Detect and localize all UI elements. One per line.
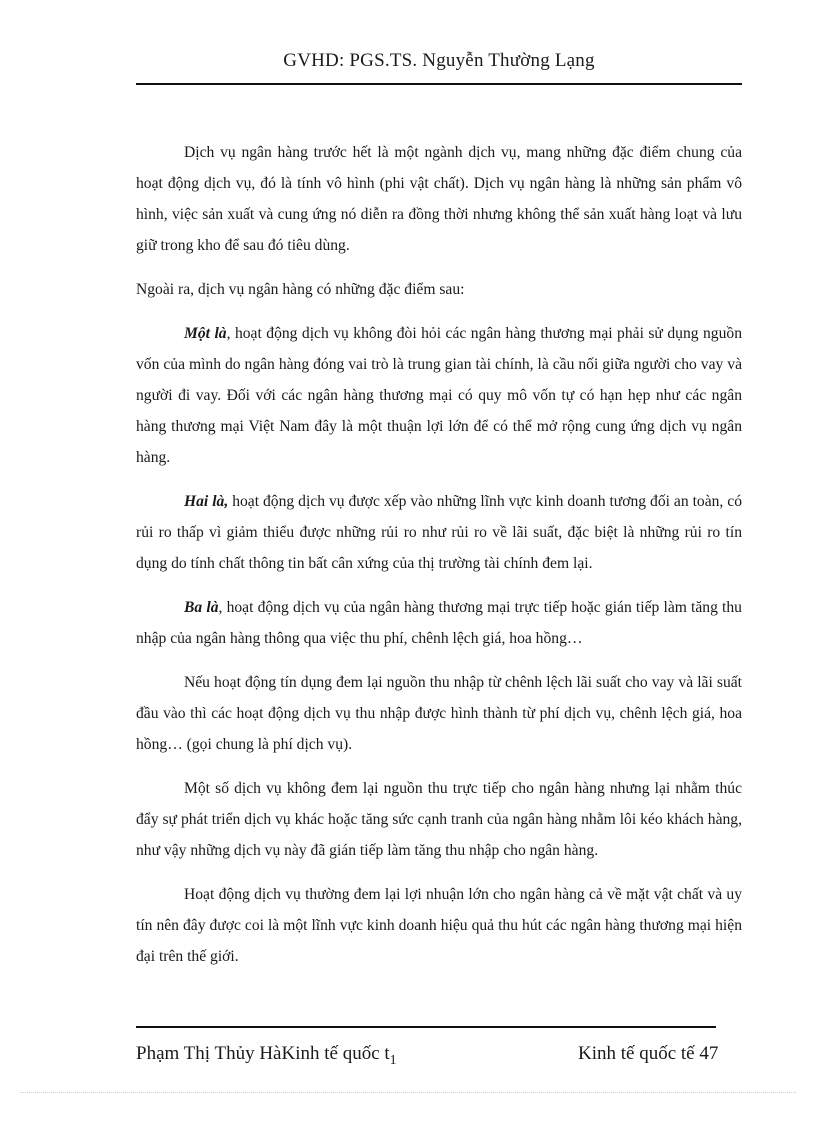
- document-body: [136, 137, 742, 985]
- footer-author: [136, 1043, 397, 1069]
- paragraph-2: Ngoài ra, dịch vụ ngân hàng có những đặc điểm sau:: [136, 281, 465, 298]
- paragraph-5: [136, 592, 742, 654]
- paragraph-1: Dịch vụ ngân hàng trước hết là một ngành dịch vụ, mang những đặc điểm chung của hoạt động dịch vụ, đó là tính vô hình (phi vật chất). Dịch vụ ngân hàng là những sản phẩm vô hình, việc sản xuất và cung ứng nó diễn ra đồng thời nhưng không thể sản xuất hàng loạt và lưu giữ trong kho để sau đó tiêu dùng.: [136, 144, 742, 254]
- paragraph-4-lead: Hai là,: [184, 493, 229, 510]
- paragraph-3-lead: Một là: [184, 325, 227, 342]
- paragraph-3-text: , hoạt động dịch vụ không đòi hỏi các ngân hàng thương mại phải sử dụng nguồn vốn của mình do ngân hàng đóng vai trò là trung gian tài chính, là cầu nối giữa người cho vay và người đi vay. Đối với các ngân hàng thương mại có quy mô vốn tự có hạn hẹp như các ngân hàng thương mại Việt Nam đây là một thuận lợi lớn để có thể mở rộng cung ứng dịch vụ ngân hàng.: [136, 325, 742, 466]
- paragraph-8: Hoạt động dịch vụ thường đem lại lợi nhuận lớn cho ngân hàng cả về mặt vật chất và uy tín nên đây được coi là một lĩnh vực kinh doanh hiệu quả thu hút các ngân hàng thương mại hiện đại trên thế giới.: [136, 886, 742, 965]
- paragraph-5-text: , hoạt động dịch vụ của ngân hàng thương mại trực tiếp hoặc gián tiếp làm tăng thu nhập của ngân hàng thông qua việc thu phí, chênh lệch giá, hoa hồng…: [136, 599, 742, 647]
- paragraph-5-lead: Ba là: [184, 599, 219, 616]
- footer-author-subscript: 1: [389, 1052, 397, 1068]
- paragraph-7: Một số dịch vụ không đem lại nguồn thu trực tiếp cho ngân hàng nhưng lại nhằm thúc đẩy sự phát triển dịch vụ khác hoặc tăng sức cạnh tranh của ngân hàng nhằm lôi kéo khách hàng, như vậy những dịch vụ này đã gián tiếp làm tăng thu nhập cho ngân hàng.: [136, 780, 742, 859]
- paragraph-4: [136, 486, 742, 579]
- footer-author-text: Phạm Thị Thủy HàKinh tế quốc t: [136, 1043, 390, 1064]
- paragraph-4-text: hoạt động dịch vụ được xếp vào những lĩnh vực kinh doanh tương đối an toàn, có rủi ro thấp vì giảm thiểu được những rủi ro như rủi ro về lãi suất, đặc biệt là những rủi ro tín dụng do tính chất thông tin bất cân xứng của thị trường tài chính đem lại.: [136, 493, 743, 572]
- header-divider: [136, 83, 742, 85]
- paragraph-3: [136, 318, 742, 473]
- paragraph-6: Nếu hoạt động tín dụng đem lại nguồn thu nhập từ chênh lệch lãi suất cho vay và lãi suất đầu vào thì các hoạt động dịch vụ thu nhập được hình thành từ phí dịch vụ, chênh lệch giá, hoa hồng… (gọi chung là phí dịch vụ).: [136, 674, 742, 753]
- page-bottom-dotted-line: [20, 1092, 796, 1093]
- footer-page-label: Kinh tế quốc tế 47: [578, 1043, 719, 1064]
- page-header: GVHD: PGS.TS. Nguyễn Thường Lạng: [283, 50, 595, 71]
- footer-divider: [136, 1026, 716, 1028]
